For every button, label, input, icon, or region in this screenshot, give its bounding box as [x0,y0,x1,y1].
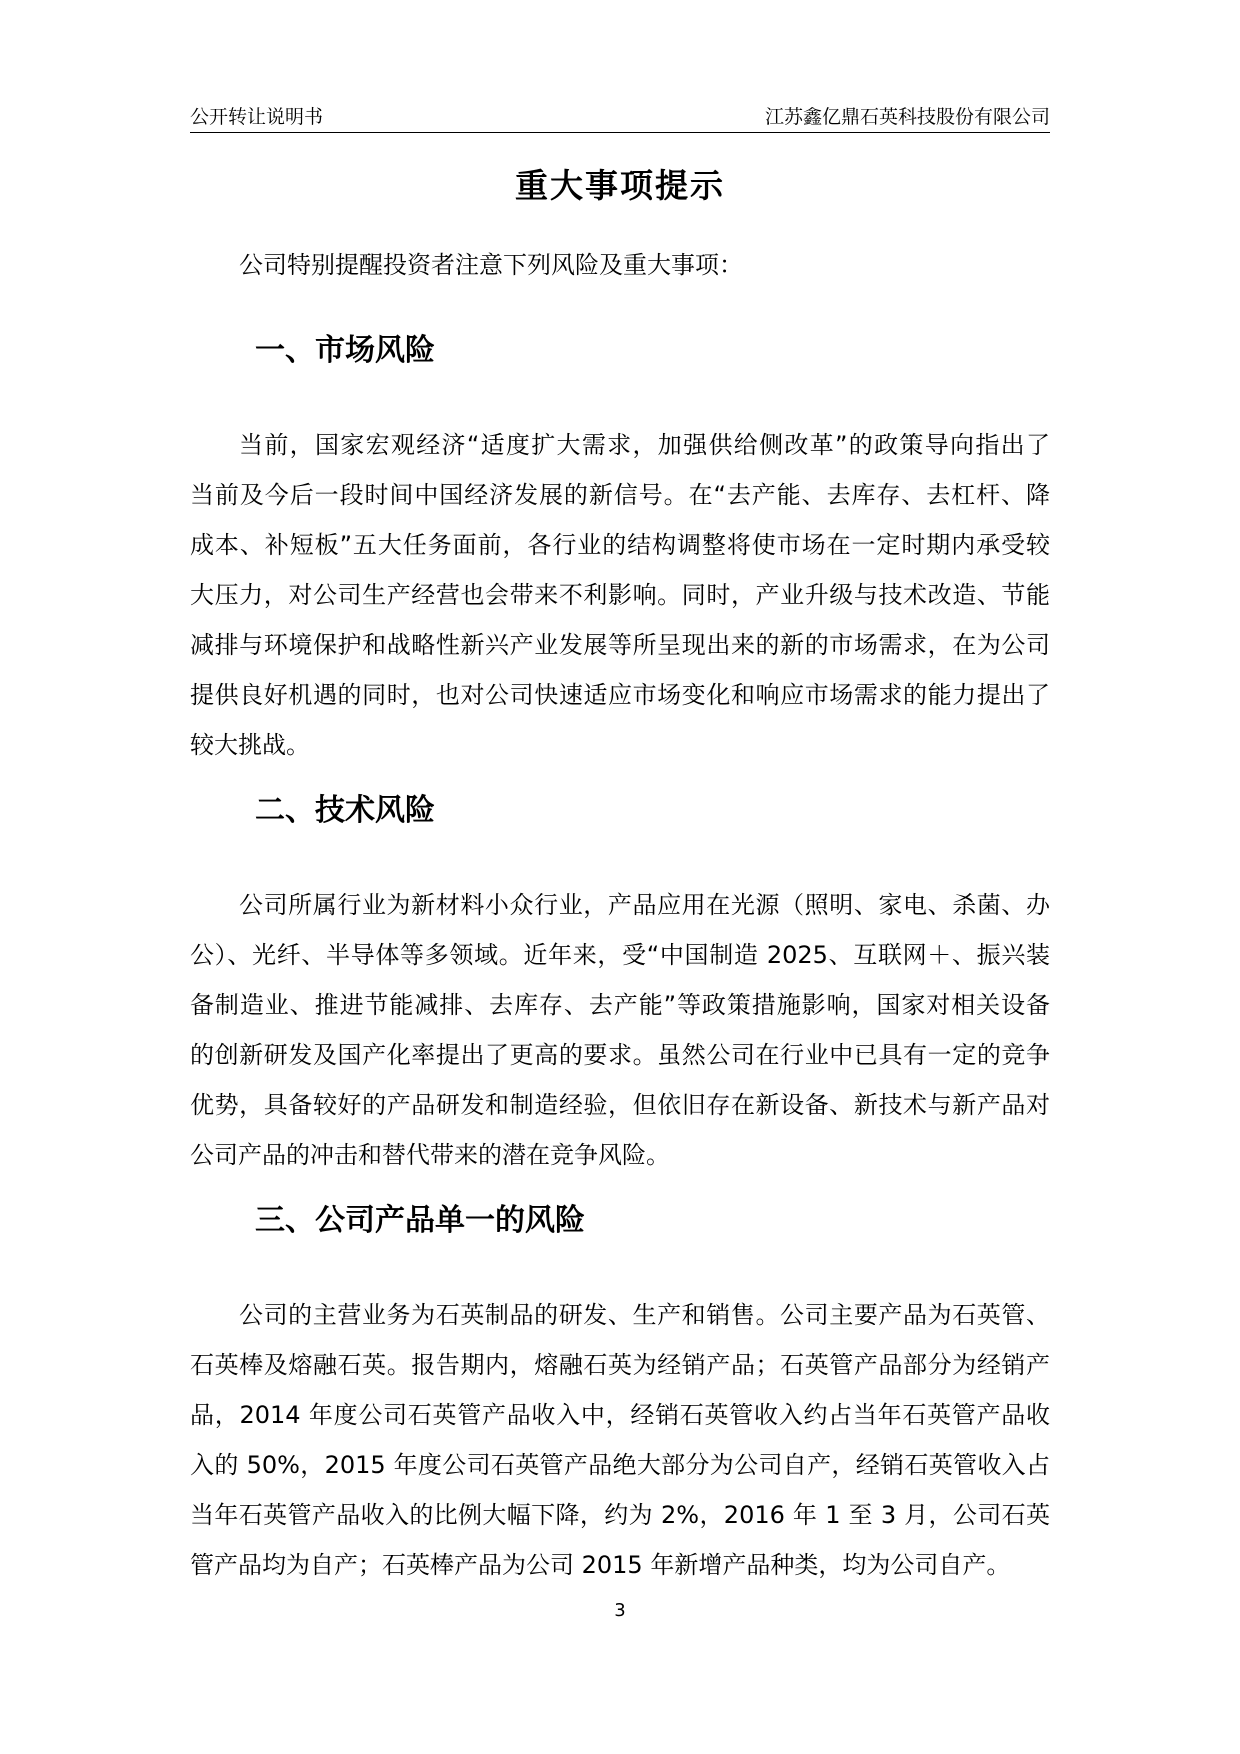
paragraph-line: 成本、补短板”五大任务面前，各行业的结构调整将使市场在一定时期内承受较 [190,531,1050,559]
section-body-technology-risk [190,880,1050,1180]
paragraph-line: 减排与环境保护和战略性新兴产业发展等所呈现出来的新的市场需求，在为公司 [190,631,1050,659]
paragraph-line: 大压力，对公司生产经营也会带来不利影响。同时，产业升级与技术改造、节能 [190,581,1050,609]
page-title: 重大事项提示 [515,166,725,205]
paragraph-line: 品，2014 年度公司石英管产品收入中，经销石英管收入约占当年石英管产品收 [190,1401,1050,1429]
header-doc-type: 公开转让说明书 [190,106,324,128]
paragraph-line: 公司所属行业为新材料小众行业，产品应用在光源（照明、家电、杀菌、办 [239,891,1050,919]
section-body-market-risk [190,420,1050,770]
paragraph-line: 的创新研发及国产化率提出了更高的要求。虽然公司在行业中已具有一定的竞争 [190,1041,1050,1069]
paragraph-line: 提供良好机遇的同时，也对公司快速适应市场变化和响应市场需求的能力提出了 [190,681,1050,709]
paragraph-line: 当前，国家宏观经济“适度扩大需求，加强供给侧改革”的政策导向指出了 [239,431,1050,459]
section-heading-technology-risk: 二、技术风险 [255,793,435,828]
section-heading-market-risk: 一、市场风险 [255,333,435,368]
section-heading-single-product-risk: 三、公司产品单一的风险 [255,1203,585,1238]
paragraph-line: 当年石英管产品收入的比例大幅下降，约为 2%，2016 年 1 至 3 月，公司石英 [190,1501,1050,1529]
header-company-name: 江苏鑫亿鼎石英科技股份有限公司 [764,106,1050,128]
page-header [190,100,1050,133]
paragraph-line: 石英棒及熔融石英。报告期内，熔融石英为经销产品；石英管产品部分为经销产 [190,1351,1050,1379]
paragraph-line: 公）、光纤、半导体等多领域。近年来，受“中国制造 2025、互联网＋、振兴装 [190,941,1050,969]
page-number: 3 [614,1600,626,1621]
paragraph-line: 公司产品的冲击和替代带来的潜在竞争风险。 [190,1141,670,1169]
paragraph-line: 当前及今后一段时间中国经济发展的新信号。在“去产能、去库存、去杠杆、降 [190,481,1050,509]
paragraph-line: 较大挑战。 [190,731,310,759]
paragraph-line: 管产品均为自产；石英棒产品为公司 2015 年新增产品种类，均为公司自产。 [190,1551,1011,1579]
intro-paragraph: 公司特别提醒投资者注意下列风险及重大事项： [239,251,743,279]
paragraph-line: 优势，具备较好的产品研发和制造经验，但依旧存在新设备、新技术与新产品对 [190,1091,1050,1119]
paragraph-line: 入的 50%，2015 年度公司石英管产品绝大部分为公司自产，经销石英管收入占 [190,1451,1050,1479]
paragraph-line: 备制造业、推进节能减排、去库存、去产能”等政策措施影响，国家对相关设备 [190,991,1050,1019]
paragraph-line: 公司的主营业务为石英制品的研发、生产和销售。公司主要产品为石英管、 [239,1301,1050,1329]
section-body-single-product-risk [190,1290,1050,1590]
